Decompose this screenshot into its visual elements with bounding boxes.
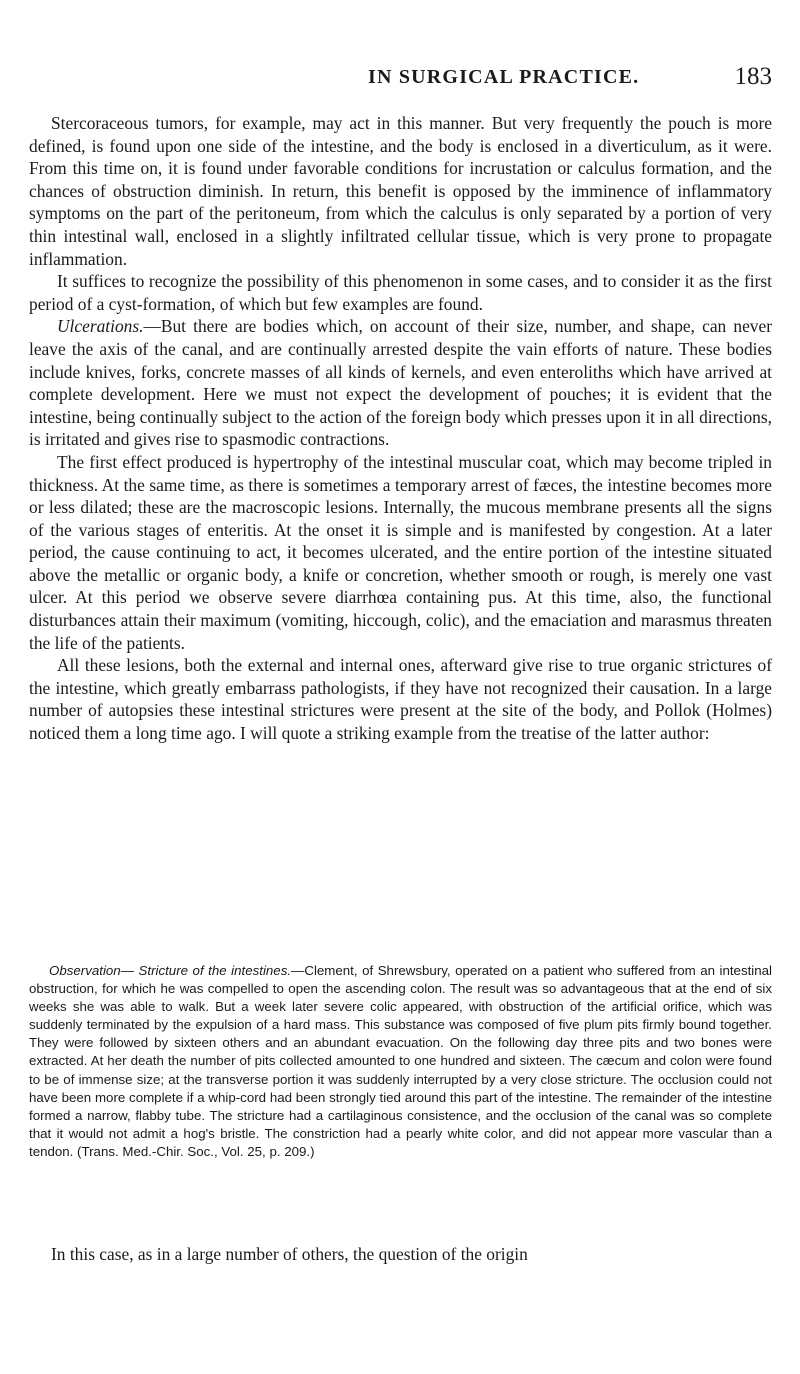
paragraph-stercoraceous-tumors: Stercoraceous tumors, for example, may act in this manner. But very frequently the pouch is more defined, is found upon one side of the intestine, and the body is enclosed in a diverticulum, as it were. From this time on, it is found under favorable conditions for incrustation or calculus formation, and the chances of obstruction diminish. In return, this benefit is opposed by the imminence of inflammatory symptoms on the part of the peritoneum, from which the calculus is only separated by a portion of very thin intestinal wall, enclosed in a slightly infiltrated cellular tissue, which is very prone to propagate inflammation. — [29, 113, 772, 269]
running-head — [300, 63, 790, 102]
page-number: 183 — [734, 63, 772, 90]
ulcerations-text: —But there are bodies which, on account of their size, number, and shape, can never leave the axis of the canal, and are continually arrested despite the vain efforts of nature. These bodies include knives, forks, concrete masses of all kinds of kernels, and even enteroliths which have arrived at complete development. Here we must not expect the development of pouches; it is evident that the intestine, being continually subject to the action of the foreign body which presses upon it in all directions, is irritated and gives rise to spasmodic contractions. — [29, 316, 772, 450]
paragraph-hypertrophy: The first effect produced is hypertrophy of the intestinal muscular coat, which may become tripled in thickness. At the same time, as there is sometimes a temporary arrest of fæces, the intestine becomes more or less dilated; these are the macroscopic lesions. Internally, the mucous membrane presents all the signs of the various stages of enteritis. At the onset it is simple and is manifested by congestion. At a later period, the cause continuing to act, it becomes ulcerated, and the entire portion of the intestine situated above the metallic or organic body, a knife or concretion, whether smooth or rough, is merely one vast ulcer. At this period we observe severe diarrhœa containing pus. At this time, also, the functional disturbances attain their maximum (vomiting, hiccough, colic), and the emaciation and marasmus threaten the life of the patients. — [29, 451, 772, 653]
paragraph-ulcerations — [29, 315, 772, 451]
closing-text — [29, 1243, 772, 1266]
observation-text: —Clement, of Shrewsbury, operated on a patient who suffered from an intestinal obstruction, for which he was compelled to open the ascending colon. The result was so advantageous that at the end of six weeks she was able to walk. But a week later severe colic appeared, with obstruction of the artificial orifice, which was suddenly terminated by the expulsion of a hard mass. This substance was composed of five plum pits firmly bound together. They were followed by sixteen others and an abundant evacuation. On the following day three pits and two bones were extracted. At her death the number of pits collected amounted to one hundred and sixteen. The cæcum and colon were found to be of immense size; at the transverse portion it was suddenly interrupted by a very close stricture. The occlusion could not have been more complete if a whip-cord had been strongly tied around this part of the intestine. The remainder of the intestine formed a narrow, flabby tube. The stricture had a cartilaginous consistence, and the occlusion of the canal was so complete that it would not admit a hog's bristle. The constriction had a pearly white color, and did not appear more vascular than a tendon. (Trans. Med.-Chir. Soc., Vol. 25, p. 209.) — [29, 963, 772, 1159]
closing-paragraph: In this case, as in a large number of others, the question of the origin — [51, 1244, 528, 1264]
paragraph-cyst-formation: It suffices to recognize the possibility of this phenomenon in some cases, and to consider it as the first period of a cyst-formation, of which but few examples are found. — [29, 271, 772, 314]
main-text — [29, 112, 772, 745]
ulcerations-heading: Ulcerations. — [57, 316, 144, 337]
observation-paragraph — [29, 962, 772, 1161]
observation-heading: Observation— Stricture of the intestines. — [49, 963, 292, 978]
running-head-title: IN SURGICAL PRACTICE. — [368, 66, 640, 88]
observation-block — [29, 962, 772, 1161]
paragraph-strictures: All these lesions, both the external and internal ones, afterward give rise to true organic strictures of the intestine, which greatly embarrass pathologists, if they have not recognized their causation. In a large number of autopsies these intestinal strictures were present at the site of the body, and Pollok (Holmes) noticed them a long time ago. I will quote a striking example from the treatise of the latter author: — [29, 655, 772, 744]
